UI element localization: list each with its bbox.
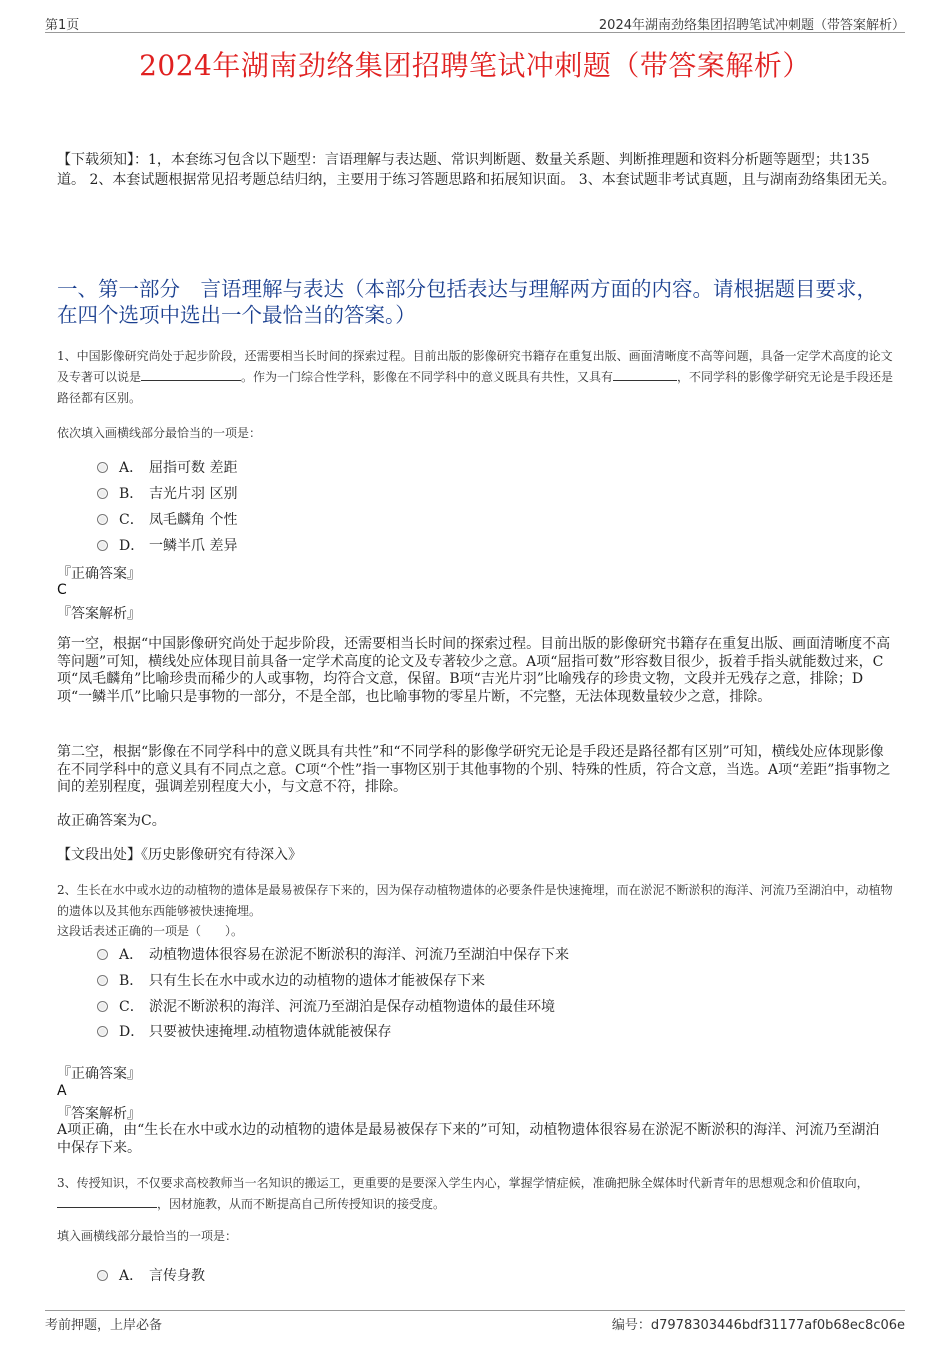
- running-title: 2024年湖南劲络集团招聘笔试冲刺题（带答案解析）: [598, 18, 905, 33]
- radio-icon[interactable]: [97, 1270, 108, 1281]
- q1-source: 【文段出处】《历史影像研究有待深入》: [57, 847, 302, 863]
- q3-option-a[interactable]: A． 言传身教: [97, 1265, 205, 1285]
- q1-conclusion: 故正确答案为C。: [57, 813, 166, 829]
- q2-option-a[interactable]: A． 动植物遗体很容易在淤泥不断淤积的海洋、河流乃至湖泊中保存下来: [97, 944, 569, 964]
- q2-option-b[interactable]: B． 只有生长在水中或水边的动植物的遗体才能被保存下来: [97, 970, 485, 990]
- section-heading: 一、第一部分 言语理解与表达（本部分包括表达与理解两方面的内容。请根据题目要求，在四个选项中选出一个最恰当的答案。）: [57, 277, 877, 327]
- q2-answer-label: 『正确答案』: [57, 1066, 141, 1082]
- radio-icon[interactable]: [97, 1026, 108, 1037]
- footer-code: 编号：d7978303446bdf31177af0b68ec8c06e: [611, 1318, 905, 1333]
- q2-analysis-label: 『答案解析』: [57, 1106, 141, 1122]
- q1-option-d[interactable]: D． 一鳞半爪 差异: [97, 535, 237, 555]
- q2-answer: A: [57, 1083, 67, 1099]
- q1-analysis-label: 『答案解析』: [57, 606, 141, 622]
- q1-option-a[interactable]: A． 屈指可数 差距: [97, 457, 237, 477]
- radio-icon[interactable]: [97, 949, 108, 960]
- question-1-prompt: 依次填入画横线部分最恰当的一项是：: [57, 426, 262, 440]
- blank-line: [613, 368, 677, 381]
- radio-icon[interactable]: [97, 462, 108, 473]
- blank-line: [57, 1195, 157, 1208]
- footer-divider: [45, 1310, 905, 1311]
- question-2-prompt: 这段话表述正确的一项是（ ）。: [57, 924, 244, 938]
- radio-icon[interactable]: [97, 540, 108, 551]
- radio-icon[interactable]: [97, 975, 108, 986]
- q1-answer: C: [57, 582, 67, 598]
- q1-analysis-p1: 第一空，根据“中国影像研究尚处于起步阶段，还需要相当长时间的探索过程。目前出版的影像研究书籍存在重复出版、画面清晰度不高等问题”可知，横线处应体现目前具备一定学术高度的论文及专著较少之意。A项“屈指可数”形容数目很少，扳着手指头就能数过来，C项“凤毛麟角”比喻珍贵而稀少的人或事物，均符合文意，保留。B项“吉光片羽”比喻残存的珍贵文物，文段并无残存之意，排除；D项“一鳞半爪”比喻只是事物的一部分，不是全部，也比喻事物的零星片断，不完整，无法体现数量较少之意，排除。: [57, 636, 891, 705]
- footer-slogan: 考前押题，上岸必备: [45, 1318, 163, 1333]
- q2-analysis: A项正确，由“生长在水中或水边的动植物的遗体是最易被保存下来的”可知，动植物遗体很容易在淤泥不断淤积的海洋、河流乃至湖泊中保存下来。: [57, 1122, 880, 1156]
- q1-answer-label: 『正确答案』: [57, 566, 141, 582]
- q2-option-d[interactable]: D． 只要被快速掩埋.动植物遗体就能被保存: [97, 1021, 391, 1041]
- question-3-prompt: 填入画横线部分最恰当的一项是：: [57, 1229, 238, 1243]
- question-2-stem: 2、生长在水中或水边的动植物的遗体是最易被保存下来的，因为保存动植物遗体的必要条件是快速掩埋，而在淤泥不断淤积的海洋、河流乃至湖泊中，动植物的遗体以及其他东西能够被快速掩埋。: [57, 883, 893, 918]
- q1-option-c[interactable]: C． 凤毛麟角 个性: [97, 509, 237, 529]
- header-divider: [45, 32, 905, 33]
- page-number: 第1页: [45, 18, 80, 33]
- q1-option-b[interactable]: B． 吉光片羽 区别: [97, 483, 237, 503]
- q2-option-c[interactable]: C． 淤泥不断淤积的海洋、河流乃至湖泊是保存动植物遗体的最佳环境: [97, 996, 555, 1016]
- download-notice: 【下载须知】：1，本套练习包含以下题型：言语理解与表达题、常识判断题、数量关系题、判断推理题和资料分析题等题型；共135道。 2、本套试题根据常见招考题总结归纳，主要用于练习答题思路和拓展知识面。 3、本套试题非考试真题，且与湖南劲络集团无关。: [57, 152, 896, 188]
- blank-line: [141, 368, 241, 381]
- radio-icon[interactable]: [97, 488, 108, 499]
- radio-icon[interactable]: [97, 1001, 108, 1012]
- question-1-stem: 1、中国影像研究尚处于起步阶段，还需要相当长时间的探索过程。目前出版的影像研究书籍存在重复出版、画面清晰度不高等问题，具备一定学术高度的论文及专著可以说是 。作为一门综合性学科，影像在不同学科中的意义既具有共性，又具有 ，不同学科的影像学研究无论是手段还是路径都有区别。: [57, 349, 894, 405]
- q1-analysis-p2: 第二空，根据“影像在不同学科中的意义既具有共性”和“不同学科的影像学研究无论是手段还是路径都有区别”可知，横线处应体现影像在不同学科中的意义具有不同点之意。C项“个性”指一事物区别于其他事物的个别、特殊的性质，符合文意，当选。A项“差距”指事物之间的差别程度，强调差别程度大小，与文意不符，排除。: [57, 744, 891, 795]
- document-title: 2024年湖南劲络集团招聘笔试冲刺题（带答案解析）: [139, 49, 811, 82]
- radio-icon[interactable]: [97, 514, 108, 525]
- question-3-stem: 3、传授知识，不仅要求高校教师当一名知识的搬运工，更重要的是要深入学生内心，掌握学情症候，准确把脉全媒体时代新青年的思想观念和价值取向，，因材施教，从而不断提高自己所传授知识的接受度。: [57, 1176, 869, 1211]
